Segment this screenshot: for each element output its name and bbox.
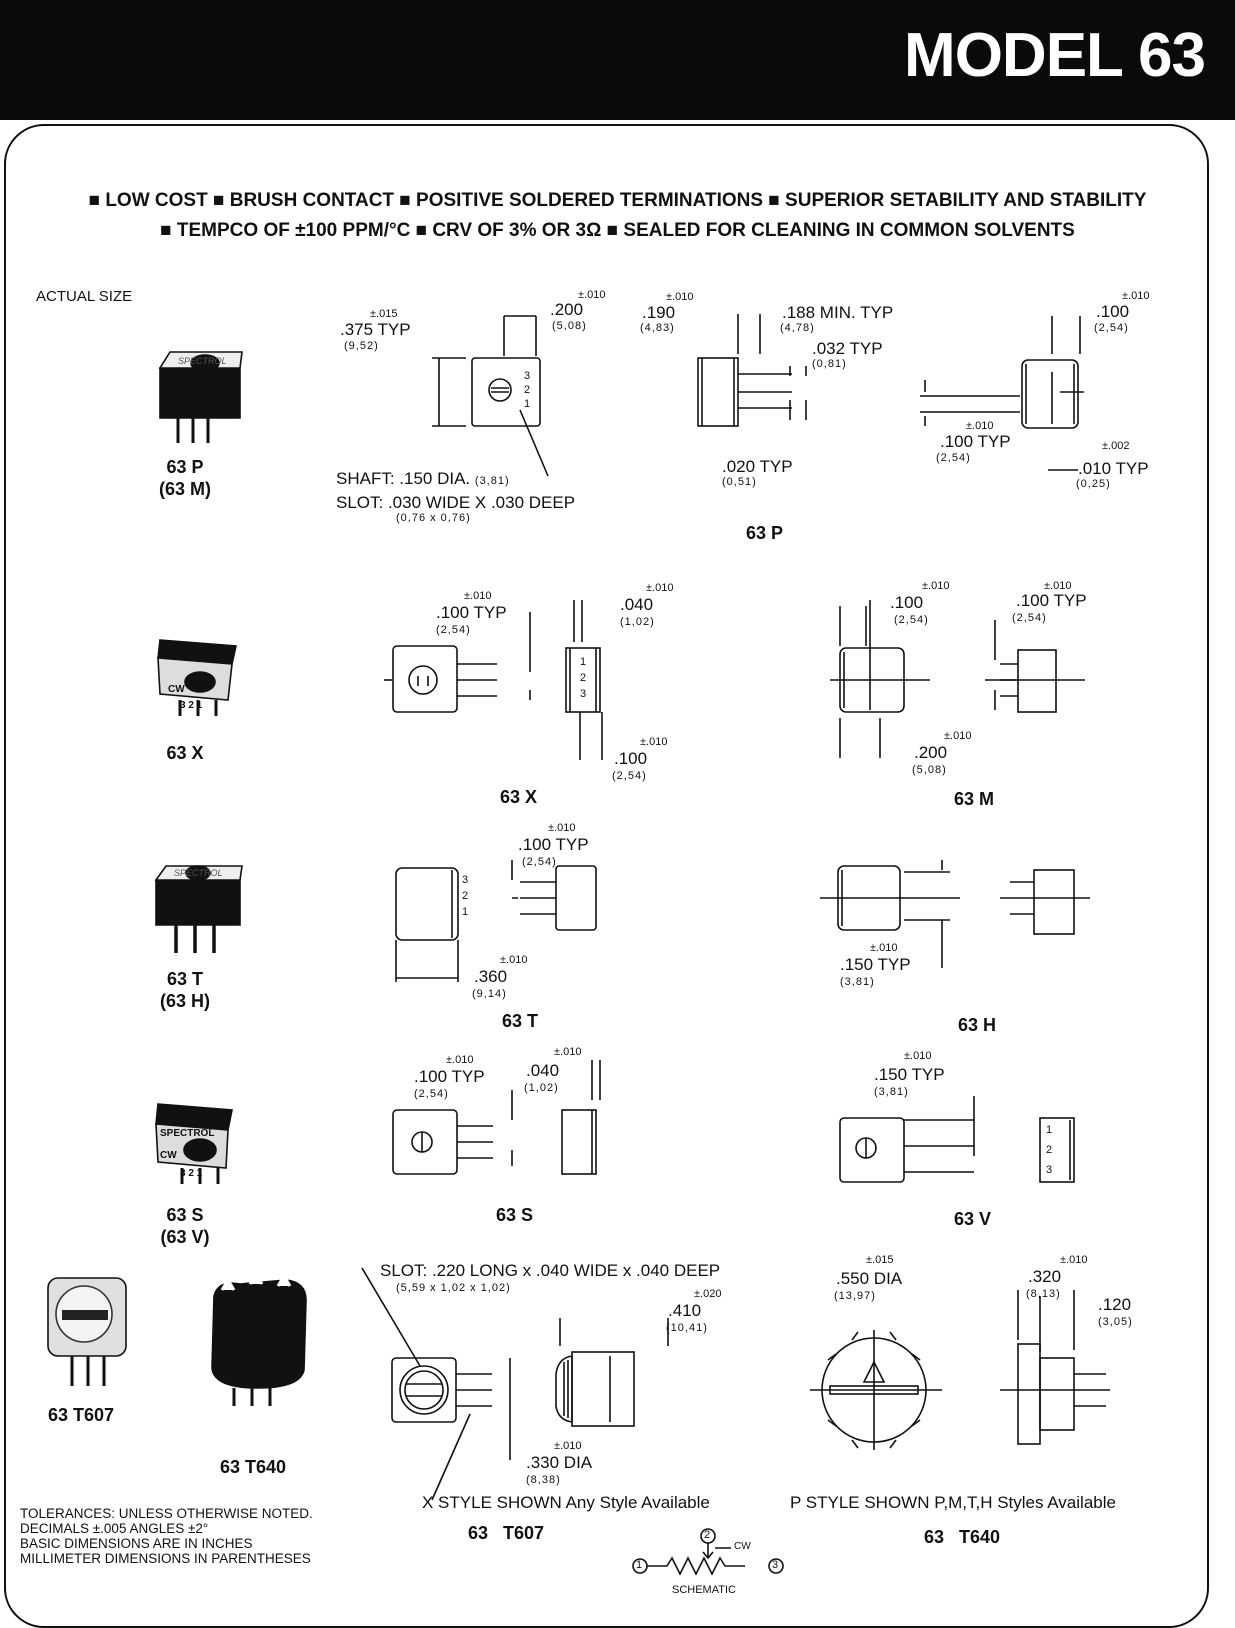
63t640-caption: 63 T640 (924, 1527, 1001, 1547)
63t607-style-note: X STYLE SHOWN Any Style Available (422, 1493, 710, 1512)
schematic-pin2: 2 (704, 1529, 711, 1541)
63t607-330-tolerance: ±.010 (554, 1440, 582, 1452)
tolerances-line-3: BASIC DIMENSIONS ARE IN INCHES (20, 1536, 253, 1551)
63m-100-tolerance: ±.010 (922, 580, 950, 592)
photo-63v-label: (63 V) (160, 1227, 210, 1247)
63t-100-value: .100 TYP (518, 835, 589, 854)
63h-side-view (1000, 870, 1090, 934)
63s-040-value: .040 (526, 1061, 560, 1080)
63m-100-mm: (2,54) (894, 614, 929, 626)
63t-100-tolerance: ±.010 (548, 822, 576, 834)
63p-020-mm: (0,51) (722, 476, 757, 488)
63t607-410-mm: (10,41) (666, 1322, 708, 1334)
63x-100-tolerance: ±.010 (464, 590, 492, 602)
63p-375-tolerance: ±.015 (370, 308, 398, 320)
63t640-550-mm: (13,97) (834, 1290, 876, 1302)
63p-caption: 63 P (746, 523, 784, 543)
photo-63t-caption (150, 968, 220, 1012)
63m-caption: 63 M (954, 789, 995, 809)
63t607-410-value: .410 (668, 1301, 702, 1320)
63p-200-value: .200 (550, 300, 584, 319)
photo-63s-label: 63 S (166, 1205, 204, 1225)
photo-63x-cw: CW (168, 684, 185, 695)
63s-front-view (393, 1090, 512, 1174)
63m-100typ-mm: (2,54) (1012, 612, 1047, 624)
tolerances-line-2: DECIMALS ±.005 ANGLES ±2° (20, 1521, 209, 1536)
63s-100-tolerance: ±.010 (446, 1054, 474, 1066)
63t-pin-number-2: 2 (462, 890, 469, 902)
63t640-550-value: .550 DIA (836, 1269, 903, 1288)
63t607-330-mm: (8,38) (526, 1474, 561, 1486)
63p-200-tolerance: ±.010 (578, 289, 606, 301)
63x-040-mm: (1,02) (620, 616, 655, 628)
photo-63t640-caption: 63 T640 (220, 1457, 287, 1477)
63v-pin-number-2: 2 (1046, 1144, 1053, 1156)
photo-63t607 (48, 1278, 126, 1386)
63p-100a-value: .100 (1096, 302, 1130, 321)
63p-front-view (432, 316, 548, 476)
63t640-120-mm: (3,05) (1098, 1316, 1133, 1328)
schematic-cw-label: CW (734, 1541, 751, 1552)
63m-200-tolerance: ±.010 (944, 730, 972, 742)
63p-pin-number-2: 2 (524, 384, 531, 396)
63t607-caption: 63 T607 (468, 1523, 545, 1543)
63t640-front-view (810, 1330, 942, 1450)
photo-63t-brand: SPECTROL (174, 868, 223, 878)
63s-side-view (562, 1060, 600, 1174)
63p-100b-mm: (2,54) (936, 452, 971, 464)
tolerances-line-1: TOLERANCES: UNLESS OTHERWISE NOTED. (20, 1506, 313, 1521)
63p-010-mm: (0,25) (1076, 478, 1111, 490)
63s-100-value: .100 TYP (414, 1067, 485, 1086)
63p-020-value: .020 TYP (722, 457, 793, 476)
photo-63s-pins: 3 2 1 (180, 1168, 203, 1179)
photo-63t607-caption: 63 T607 (48, 1405, 115, 1425)
63s-caption: 63 S (496, 1205, 534, 1225)
63t607-410-tolerance: ±.020 (694, 1288, 722, 1300)
63v-150-tolerance: ±.010 (904, 1050, 932, 1062)
63m-200-mm: (5,08) (912, 764, 947, 776)
63t607-330-value: .330 DIA (526, 1453, 593, 1472)
63t-pin-number-3: 3 (462, 874, 469, 886)
63t-100-mm: (2,54) (522, 856, 557, 868)
63p-188-mm: (4,78) (780, 322, 815, 334)
63v-caption: 63 V (954, 1209, 992, 1229)
63p-190-tolerance: ±.010 (666, 291, 694, 303)
features-line-1: ■ LOW COST ■ BRUSH CONTACT ■ POSITIVE SOLDERED TERMINATIONS ■ SUPERIOR SETABILITY AND STABILITY (88, 190, 1147, 211)
photo-63s-caption (150, 1204, 220, 1248)
63x-pin-number-3: 3 (580, 688, 587, 700)
63p-190-value: .190 (642, 303, 676, 322)
63x-pin-number-1: 1 (580, 656, 587, 668)
63p-100b-tolerance: ±.010 (966, 420, 994, 432)
63t607-front-view (362, 1268, 492, 1500)
63p-pin-number-3: 3 (524, 370, 531, 382)
photo-63x-pins: 3 2 1 (180, 700, 203, 711)
63x-100b-tolerance: ±.010 (640, 736, 668, 748)
63t640-side-view (1000, 1290, 1110, 1444)
63p-shaft-text: SHAFT: .150 DIA. (336, 469, 471, 488)
photo-63p-brand: SPECTROL (178, 356, 227, 366)
photo-63h-label: (63 H) (159, 991, 210, 1011)
63s-040-tolerance: ±.010 (554, 1046, 582, 1058)
63x-100-value: .100 TYP (436, 603, 507, 622)
63t640-120-value: .120 (1098, 1295, 1132, 1314)
tolerances-line-4: MILLIMETER DIMENSIONS IN PARENTHESES (20, 1551, 311, 1566)
63t-360-tolerance: ±.010 (500, 954, 528, 966)
schematic-pin3: 3 (772, 1559, 779, 1571)
63x-pin-number-2: 2 (580, 672, 587, 684)
63t640-550-tolerance: ±.015 (866, 1254, 894, 1266)
63t640-style-note: P STYLE SHOWN P,M,T,H Styles Available (790, 1493, 1116, 1512)
photo-63t-label: 63 T (166, 969, 204, 989)
photo-63t (156, 866, 242, 953)
63p-200-mm: (5,08) (552, 320, 587, 332)
63p-shaft-mm: (3,81) (474, 475, 510, 487)
63x-040-tolerance: ±.010 (646, 582, 674, 594)
schematic-label: SCHEMATIC (672, 1584, 736, 1596)
63s-100-mm: (2,54) (414, 1088, 449, 1100)
63p-188-value: .188 MIN. TYP (782, 303, 894, 322)
63t-side-view (512, 860, 596, 930)
63x-100b-mm: (2,54) (612, 770, 647, 782)
63p-shaft-line (336, 470, 510, 490)
63m-100-value: .100 (890, 593, 924, 612)
63m-side-view (985, 620, 1085, 712)
63t-pin-number-1: 1 (462, 906, 469, 918)
63x-caption: 63 X (500, 787, 538, 807)
63v-pin-number-3: 3 (1046, 1164, 1053, 1176)
features-line-2: ■ TEMPCO OF ±100 PPM/°C ■ CRV OF 3% OR 3Ω ■ SEALED FOR CLEANING IN COMMON SOLVENTS (160, 220, 1075, 241)
63v-150-value: .150 TYP (874, 1065, 945, 1084)
63t-360-value: .360 (474, 967, 508, 986)
63x-100b-value: .100 (614, 749, 648, 768)
63v-150-mm: (3,81) (874, 1086, 909, 1098)
photo-63m-label: (63 M) (158, 479, 211, 499)
photo-63s-cw: CW (160, 1150, 177, 1161)
photo-63p-caption (150, 456, 220, 500)
photo-63x-brand: SPECTROL (170, 644, 225, 655)
63h-150-value: .150 TYP (840, 955, 911, 974)
63t-caption: 63 T (502, 1011, 539, 1031)
63p-100b-value: .100 TYP (940, 432, 1011, 451)
63p-010-tolerance: ±.002 (1102, 440, 1130, 452)
63p-slot-mm: (0,76 x 0,76) (396, 512, 471, 524)
tolerances-note (20, 1506, 313, 1566)
63p-190-mm: (4,83) (640, 322, 675, 334)
63x-040-value: .040 (620, 595, 654, 614)
63p-375-mm: (9,52) (344, 340, 379, 352)
63h-150-mm: (3,81) (840, 976, 875, 988)
63x-100-mm: (2,54) (436, 624, 471, 636)
photo-63x-caption: 63 X (166, 743, 204, 763)
63t-front-view (396, 868, 458, 982)
63t607-slot-mm: (5,59 x 1,02 x 1,02) (396, 1282, 511, 1294)
63t607-side-view (510, 1318, 668, 1460)
page-title: MODEL 63 (904, 21, 1205, 90)
63m-100typ-tolerance: ±.010 (1044, 580, 1072, 592)
63p-032-mm: (0,81) (812, 358, 847, 370)
63p-100a-mm: (2,54) (1094, 322, 1129, 334)
63p-375-value: .375 TYP (340, 320, 411, 339)
63p-pin-number-1: 1 (524, 398, 531, 410)
63h-150-tolerance: ±.010 (870, 942, 898, 954)
63v-front-view (840, 1096, 974, 1182)
actual-size-label: ACTUAL SIZE (36, 288, 133, 305)
schematic-pin1: 1 (636, 1559, 643, 1571)
63s-040-mm: (1,02) (524, 1082, 559, 1094)
63m-100typ-value: .100 TYP (1016, 591, 1087, 610)
63t640-320-mm: (8,13) (1026, 1288, 1061, 1300)
photo-63s-brand: SPECTROL (160, 1128, 215, 1139)
63t640-320-tolerance: ±.010 (1060, 1254, 1088, 1266)
63t-360-mm: (9,14) (472, 988, 507, 1000)
63p-100a-tolerance: ±.010 (1122, 290, 1150, 302)
63t640-320-value: .320 (1028, 1267, 1062, 1286)
63p-032-value: .032 TYP (812, 339, 883, 358)
63h-caption: 63 H (958, 1015, 997, 1035)
63m-200-value: .200 (914, 743, 948, 762)
photo-63t640 (212, 1274, 306, 1406)
photo-63p-label: 63 P (166, 457, 204, 477)
63p-010-value: .010 TYP (1078, 459, 1149, 478)
63v-pin-number-1: 1 (1046, 1124, 1053, 1136)
63t607-slot-text: SLOT: .220 LONG x .040 WIDE x .040 DEEP (380, 1261, 721, 1280)
63p-slot-text: SLOT: .030 WIDE X .030 DEEP (336, 493, 576, 512)
